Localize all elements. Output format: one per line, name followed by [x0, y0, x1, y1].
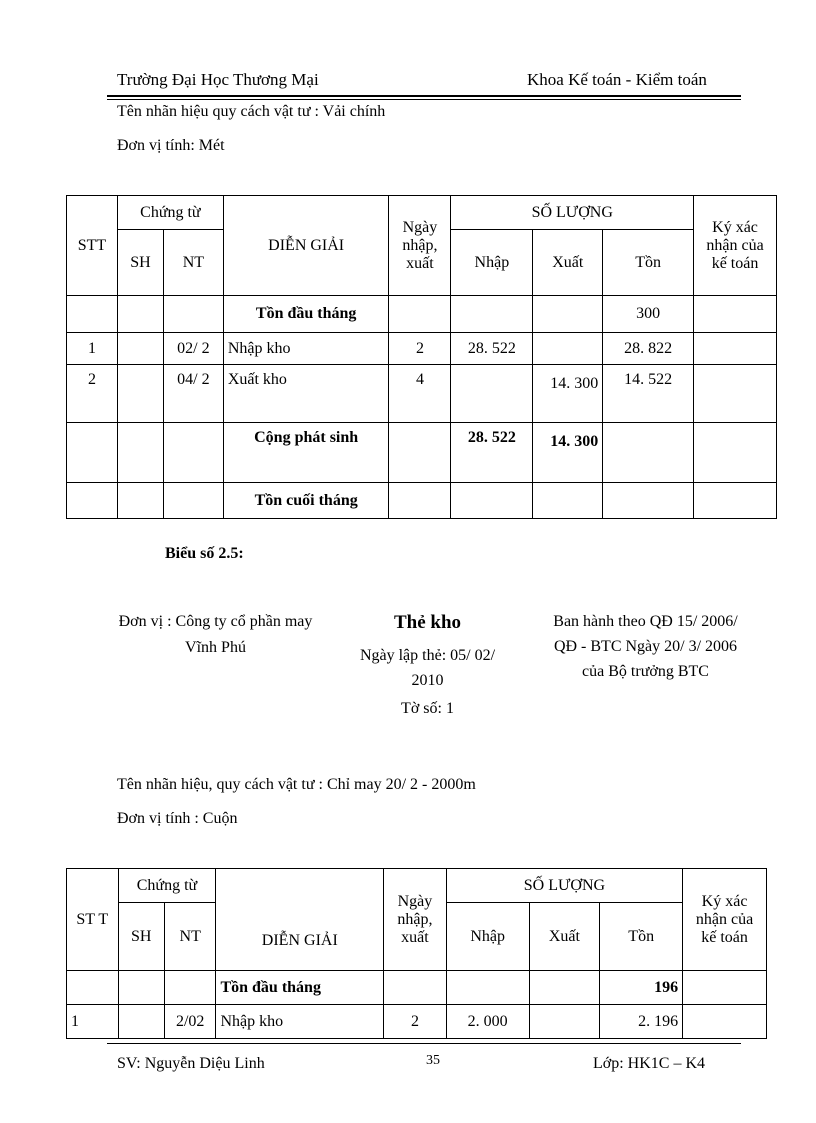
total-label: Cộng phát sinh	[223, 423, 389, 483]
cell-sh	[118, 1005, 164, 1039]
table-row	[67, 365, 777, 423]
opening-label: Tồn đầu tháng	[216, 971, 384, 1005]
form-title: Biểu số 2.5:	[165, 545, 244, 562]
header-rule	[107, 95, 741, 97]
table-row	[67, 1005, 767, 1039]
unit-line-2: Đơn vị tính : Cuộn	[117, 810, 238, 827]
cell-sh	[117, 365, 163, 423]
cell-sh	[117, 333, 163, 365]
table-row	[67, 296, 777, 333]
cell-stt: 1	[67, 333, 118, 365]
material-line-2: Tên nhãn hiệu, quy cách vật tư : Chỉ may 20/ 2 - 2000m	[117, 776, 476, 793]
cell-ton: 28. 822	[603, 333, 694, 365]
cell-ton: 2. 196	[600, 1005, 683, 1039]
cell-nhap: 28. 522	[451, 333, 533, 365]
header-sh: SH	[118, 903, 164, 971]
table-row	[67, 483, 777, 519]
table-row	[67, 423, 777, 483]
card-sheet: Tờ số: 1	[401, 700, 454, 717]
footer-rule	[107, 1043, 741, 1044]
header-xuat: Xuất	[533, 230, 603, 296]
footer-student: SV: Nguyễn Diệu Linh	[117, 1055, 265, 1072]
header-chungtu: Chứng từ	[118, 869, 216, 903]
header-ky: Ký xác nhận của kế toán	[683, 869, 767, 971]
header-rule-thin	[107, 99, 741, 100]
cell-xuat	[529, 1005, 600, 1039]
cell-nt: 2/02	[164, 1005, 216, 1039]
header-chungtu: Chứng từ	[117, 196, 223, 230]
cell-ngay: 2	[389, 333, 451, 365]
stock-table-1	[66, 195, 777, 519]
cell-stt: 1	[67, 1005, 119, 1039]
cell-xuat	[533, 333, 603, 365]
opening-ton: 196	[600, 971, 683, 1005]
opening-label: Tồn đầu tháng	[223, 296, 389, 333]
header-ton: Tồn	[603, 230, 694, 296]
page-number: 35	[426, 1053, 440, 1068]
header-nhap: Nhập	[451, 230, 533, 296]
header-ton: Tồn	[600, 903, 683, 971]
cell-desc: Nhập kho	[223, 333, 389, 365]
header-soluong: SỐ LƯỢNG	[446, 869, 682, 903]
header-nt: NT	[164, 903, 216, 971]
header-xuat: Xuất	[529, 903, 600, 971]
faculty-name: Khoa Kế toán - Kiểm toán	[527, 70, 707, 89]
header-stt: STT	[67, 196, 118, 296]
unit-line-1: Đơn vị tính: Mét	[117, 137, 225, 154]
header-nt: NT	[163, 230, 223, 296]
material-line-1: Tên nhãn hiệu quy cách vật tư : Vải chính	[117, 103, 386, 120]
header-ngay: Ngày nhập, xuất	[389, 196, 451, 296]
cell-nhap	[451, 365, 533, 423]
cell-desc: Xuất kho	[223, 365, 389, 423]
cell-nhap: 2. 000	[446, 1005, 529, 1039]
header-sh: SH	[117, 230, 163, 296]
header-stt: ST T	[67, 869, 119, 971]
cell-stt: 2	[67, 365, 118, 423]
card-regulation: Ban hành theo QĐ 15/ 2006/ QĐ - BTC Ngày 20/ 3/ 2006 của Bộ trưởng BTC	[553, 613, 738, 680]
card-title: Thẻ kho	[393, 612, 462, 633]
table-row	[67, 333, 777, 365]
cell-ngay: 2	[384, 1005, 447, 1039]
school-name: Trường Đại Học Thương Mại	[117, 70, 319, 89]
cell-xuat: 14. 300	[533, 365, 603, 423]
header-ky: Ký xác nhận của kế toán	[694, 196, 777, 296]
closing-label: Tồn cuối tháng	[223, 483, 389, 519]
cell-ton: 14. 522	[603, 365, 694, 423]
footer-class: Lớp: HK1C – K4	[593, 1055, 706, 1072]
header-nhap: Nhập	[446, 903, 529, 971]
card-unit: Đơn vị : Công ty cổ phần may Vĩnh Phú	[118, 613, 313, 656]
card-date: Ngày lập thẻ: 05/ 02/ 2010	[359, 647, 496, 689]
header-diengiai: DIỄN GIẢI	[223, 196, 389, 296]
cell-ngay: 4	[389, 365, 451, 423]
total-nhap: 28. 522	[451, 423, 533, 483]
header-diengiai: DIỄN GIẢI	[216, 869, 384, 971]
opening-ton: 300	[603, 296, 694, 333]
stock-table-2	[66, 868, 767, 1039]
cell-nt: 04/ 2	[163, 365, 223, 423]
cell-nt: 02/ 2	[163, 333, 223, 365]
header-soluong: SỐ LƯỢNG	[451, 196, 694, 230]
header-ngay: Ngày nhập, xuất	[384, 869, 447, 971]
card-center	[345, 612, 510, 718]
table-row	[67, 971, 767, 1005]
total-xuat: 14. 300	[533, 423, 603, 483]
cell-desc: Nhập kho	[216, 1005, 384, 1039]
